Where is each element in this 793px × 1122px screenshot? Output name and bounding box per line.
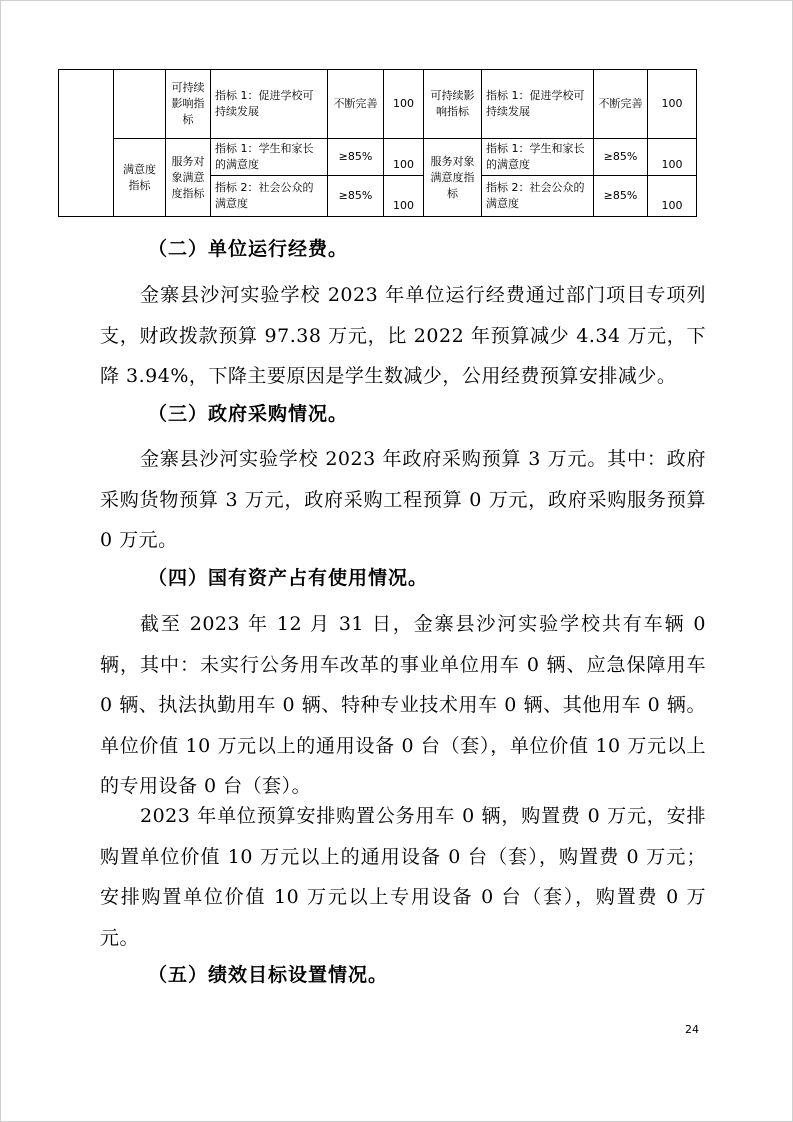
table-cell: ≥85%: [328, 176, 384, 217]
body-paragraph: 2023 年单位预算安排购置公务用车 0 辆，购置费 0 万元，安排购置单位价值 10 万元以上的通用设备 0 台（套），购置费 0 万元；安排购置单位价值 10 万元以上专用设备 0 台（套），购置费 0 万元。: [100, 805, 706, 949]
section-heading: （五）绩效目标设置情况。: [148, 964, 389, 986]
section-heading: （三）政府采购情况。: [148, 403, 349, 425]
table-cell: 100: [384, 70, 424, 139]
table-cell: 不断完善: [594, 70, 648, 139]
table-cell: 可持续影响指标: [166, 70, 211, 139]
body-paragraph: 金寨县沙河实验学校 2023 年单位运行经费通过部门项目专项列支，财政拨款预算 97.38 万元，比 2022 年预算减少 4.34 万元，下降 3.94%，下降主要原因是学生数减少，公用经费预算安排减少。: [100, 284, 706, 387]
table-cell: ≥85%: [328, 139, 384, 176]
table-cell: 可持续影响指标: [424, 70, 482, 139]
table-cell: 指标 1：促进学校可持续发展: [482, 70, 594, 139]
table-cell: ≥85%: [594, 176, 648, 217]
body-paragraph: 金寨县沙河实验学校 2023 年政府采购预算 3 万元。其中：政府采购货物预算 3 万元，政府采购工程预算 0 万元，政府采购服务预算 0 万元。: [100, 448, 706, 551]
page-number: 24: [685, 1023, 699, 1036]
table-cell: 指标 1：学生和家长的满意度: [211, 139, 328, 176]
table-cell: 指标 1：促进学校可持续发展: [211, 70, 328, 139]
table-cell: 指标 2：社会公众的满意度: [211, 176, 328, 217]
table-cell: 100: [648, 176, 697, 217]
table-cell: [114, 70, 166, 139]
section-heading: （二）单位运行经费。: [148, 238, 349, 260]
table-cell: 不断完善: [328, 70, 384, 139]
table-cell: 指标 1：学生和家长的满意度: [482, 139, 594, 176]
table-row: [59, 70, 697, 139]
table-cell: 100: [384, 176, 424, 217]
table-cell: 服务对象满意度指标: [166, 139, 211, 217]
table-cell: 服务对象满意度指标: [424, 139, 482, 217]
body-paragraph: 截至 2023 年 12 月 31 日，金寨县沙河实验学校共有车辆 0 辆，其中：未实行公务用车改革的事业单位用车 0 辆、应急保障用车 0 辆、执法执勤用车 0 辆、特种专业技术用车 0 辆、其他用车 0 辆。单位价值 10 万元以上的通用设备 0 台（套），单位价值 10 万元以上的专用设备 0 台（套）。: [100, 613, 706, 797]
table-row: [59, 139, 697, 176]
table-cell: 100: [648, 139, 697, 176]
table-cell: ≥85%: [594, 139, 648, 176]
table-cell: 满意度指标: [114, 139, 166, 217]
table-cell: 100: [648, 70, 697, 139]
table-cell: 100: [384, 139, 424, 176]
table-cell: [59, 70, 114, 217]
table-cell: 指标 2：社会公众的满意度: [482, 176, 594, 217]
performance-indicator-table: [58, 69, 697, 217]
section-heading: （四）国有资产占有使用情况。: [148, 567, 429, 589]
